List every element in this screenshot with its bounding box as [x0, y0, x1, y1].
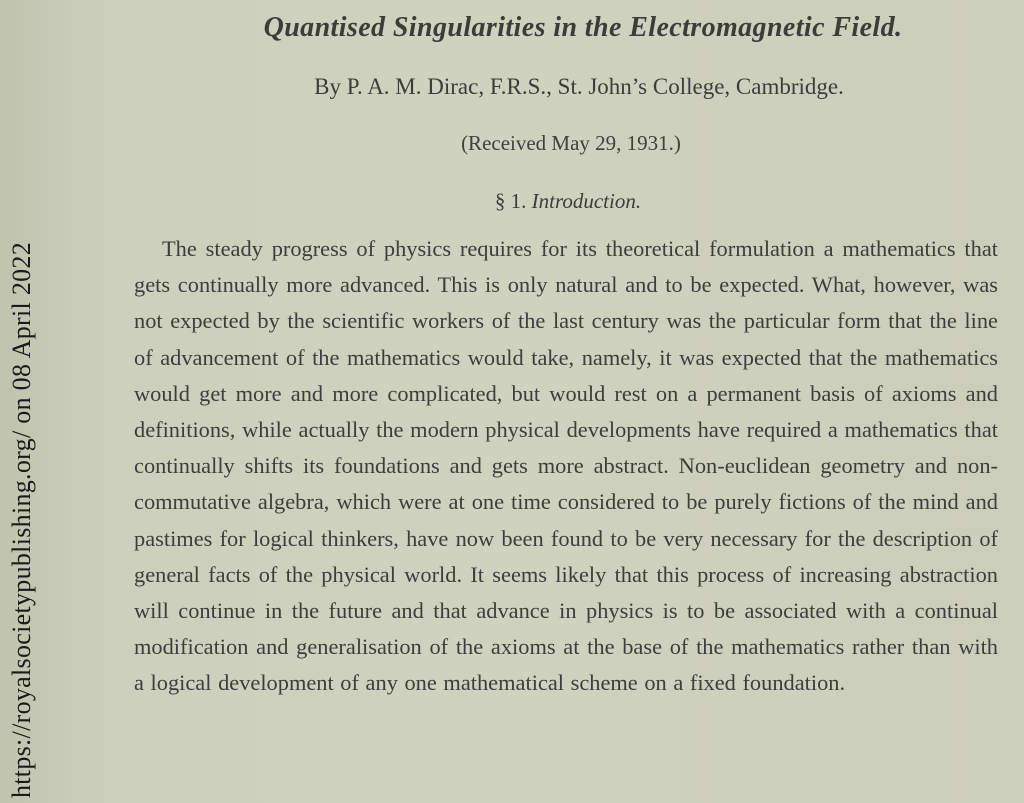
author-byline: By P. A. M. Dirac, F.R.S., St. John’s College, Cambridge. [314, 74, 844, 99]
section-number: § 1. [494, 189, 527, 213]
section-title: Introduction. [531, 189, 642, 213]
introduction-paragraph: The steady progress of physics requires for its theoretical formulation a mathematics that gets continually more advanced. This is only natural and to be expected. What, however, was not expected by the scientific workers of the last century was the particular form that the line of advancement of the mathematics would take, namely, it was expected that the mathematics would get more and more complicated, but would rest on a permanent basis of axioms and definitions, while actually the modern physical developments have required a mathematics that continually shifts its foundations and gets more abstract. Non-euclidean geometry and non-commutative algebra, which were at one time considered to be purely fictions of the mind and pastimes for logical thinkers, have now been found to be very necessary for the description of general facts of the physical world. It seems likely that this process of increasing abstraction will continue in the future and that advance in physics is to be associated with a continual modification and generalisation of the axioms at the base of the mathematics rather than with a logical development of any one mathematical scheme on a fixed foundation. [134, 236, 998, 696]
paper-title: Quantised Singularities in the Electromagnetic Field. [263, 12, 903, 43]
download-watermark-text: https://royalsocietypublishing.org/ on 08 April 2022 [7, 241, 36, 799]
download-watermark [0, 0, 44, 803]
received-date: (Received May 29, 1931.) [461, 131, 681, 155]
section-heading [134, 189, 1002, 214]
